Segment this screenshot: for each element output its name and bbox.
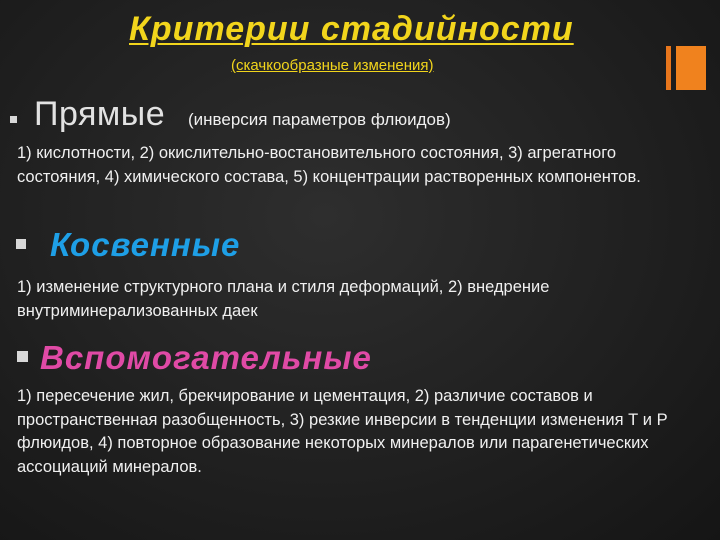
slide-subtitle: (скачкообразные изменения)	[231, 57, 434, 74]
accent-bar-thick	[676, 46, 706, 90]
section-heading-auxiliary: Вспомогательные	[40, 339, 372, 376]
accent-bar-thin	[666, 46, 671, 90]
section-heading-indirect: Косвенные	[50, 226, 241, 263]
section-note-direct: (инверсия параметров флюидов)	[188, 110, 451, 129]
slide-title: Критерии стадийности	[129, 10, 574, 48]
section-text-auxiliary: 1) пересечение жил, брекчирование и цементация, 2) различие составов и пространственная разобщенность, 3) резкие инверсии в тенденции изменения Т и Р флюидов, 4) повторное образование некоторых минералов или парагенетических ассоциаций минералов.	[17, 387, 668, 476]
section-text-direct: 1) кислотности, 2) окислительно-востановительного состояния, 3) агрегатного состояния, 4) химического состава, 5) концентрации растворенных компонентов.	[17, 144, 641, 186]
section-heading-direct: Прямые	[34, 95, 166, 133]
bullet-square-icon	[10, 116, 17, 123]
bullet-square-icon	[16, 239, 26, 249]
section-text-indirect: 1) изменение структурного плана и стиля деформаций, 2) внедрение внутриминерализованных даек	[17, 278, 550, 320]
bullet-square-icon	[17, 351, 28, 362]
